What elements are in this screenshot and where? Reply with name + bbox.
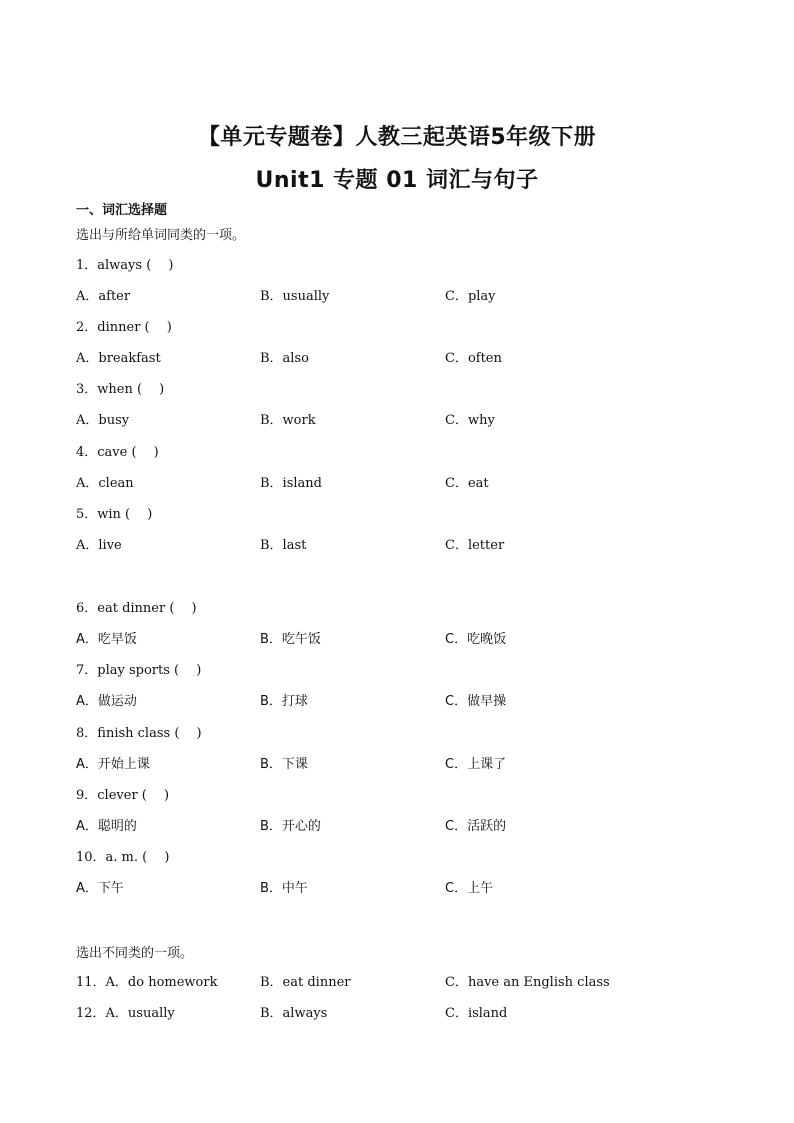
question-2-option-a: A．breakfast [76,351,161,366]
question-4-option-b: B．island [260,476,322,491]
question-7-option-a: A．做运动 [76,694,137,709]
question-4-option-a: A．clean [76,476,134,491]
question-3-stem: 3．when ( ) [76,382,165,397]
question-8-option-a: A．开始上课 [76,757,150,772]
question-11-option-b: B．eat dinner [260,975,351,990]
question-11-option-a: 11．A．do homework [76,975,218,990]
question-5-option-c: C．letter [445,538,505,553]
question-2-stem: 2．dinner ( ) [76,320,172,335]
question-1-option-b: B．usually [260,289,330,304]
question-6-option-c: C．吃晚饭 [445,632,507,647]
question-1-stem: 1．always ( ) [76,258,174,273]
question-5-option-a: A．live [76,538,122,553]
question-8-option-c: C．上课了 [445,757,507,772]
question-9-stem: 9．clever ( ) [76,788,170,803]
question-4-option-c: C．eat [445,476,489,491]
question-3-option-b: B．work [260,413,316,428]
question-6-stem: 6．eat dinner ( ) [76,601,197,616]
question-1-option-a: A．after [76,289,131,304]
instruction-same-category: 选出与所给单词同类的一项。 [76,228,246,243]
instruction-different-category: 选出不同类的一项。 [76,946,194,961]
question-2-option-c: C．often [445,351,502,366]
question-11-option-c: C．have an English class [445,975,610,990]
question-5-stem: 5．win ( ) [76,507,153,522]
question-3-option-c: C．why [445,413,495,428]
question-10-option-c: C．上午 [445,881,494,896]
question-12-option-a: 12．A．usually [76,1006,175,1021]
question-5-option-b: B．last [260,538,307,553]
question-7-option-c: C．做早操 [445,694,507,709]
question-6-option-a: A．吃早饭 [76,632,137,647]
question-3-option-a: A．busy [76,413,130,428]
question-8-option-b: B．下课 [260,757,308,772]
question-9-option-b: B．开心的 [260,819,321,834]
question-7-stem: 7．play sports ( ) [76,663,202,678]
section-heading: 一、词汇选择题 [76,203,168,218]
question-10-option-b: B．中午 [260,881,308,896]
question-10-option-a: A．下午 [76,881,124,896]
question-2-option-b: B．also [260,351,309,366]
question-9-option-c: C．活跃的 [445,819,507,834]
question-9-option-a: A．聪明的 [76,819,137,834]
question-12-option-c: C．island [445,1006,508,1021]
question-8-stem: 8．finish class ( ) [76,726,202,741]
page-subtitle: Unit1 专题 01 词汇与句子 [255,168,539,193]
question-10-stem: 10．a. m. ( ) [76,850,170,865]
page-title: 【单元专题卷】人教三起英语5年级下册 [197,125,597,150]
question-6-option-b: B．吃午饭 [260,632,321,647]
question-4-stem: 4．cave ( ) [76,445,159,460]
question-12-option-b: B．always [260,1006,328,1021]
question-1-option-c: C．play [445,289,496,304]
question-7-option-b: B．打球 [260,694,308,709]
